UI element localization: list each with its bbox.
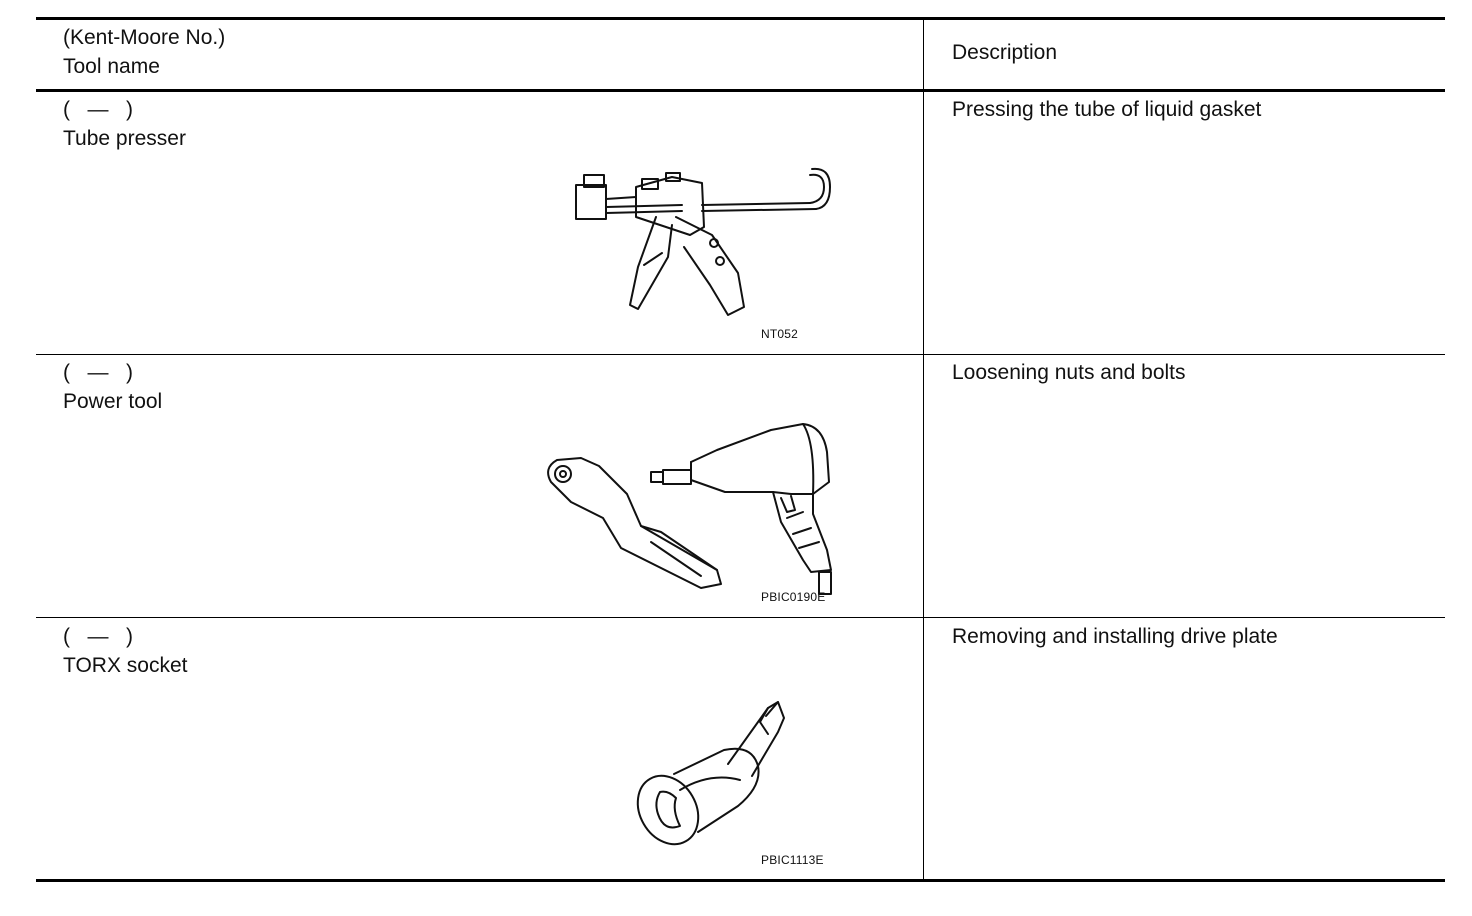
row-divider <box>36 354 1445 355</box>
table-top-rule <box>36 17 1445 20</box>
table-bottom-rule <box>36 879 1445 882</box>
header-description: Description <box>952 41 1058 64</box>
header-kent-moore: (Kent-Moore No.) <box>63 26 226 49</box>
header-bottom-rule <box>36 89 1445 92</box>
tool-name: Power tool <box>63 390 163 413</box>
column-divider <box>923 17 924 882</box>
kent-moore-number: ( — ) <box>63 361 133 384</box>
image-code: NT052 <box>761 327 799 341</box>
kent-moore-number: ( — ) <box>63 98 133 121</box>
header-tool-name: Tool name <box>63 55 160 78</box>
tool-description: Loosening nuts and bolts <box>952 361 1186 384</box>
kent-moore-number: ( — ) <box>63 625 133 648</box>
image-code: PBIC0190E <box>761 590 826 604</box>
tool-description: Pressing the tube of liquid gasket <box>952 98 1262 121</box>
row-divider <box>36 617 1445 618</box>
tool-name: TORX socket <box>63 654 188 677</box>
power-tool-icon <box>541 402 841 602</box>
image-code: PBIC1113E <box>761 853 824 867</box>
torx-socket-icon <box>628 682 798 862</box>
tool-name: Tube presser <box>63 127 186 150</box>
caulking-gun-icon <box>572 157 832 317</box>
tool-description: Removing and installing drive plate <box>952 625 1278 648</box>
